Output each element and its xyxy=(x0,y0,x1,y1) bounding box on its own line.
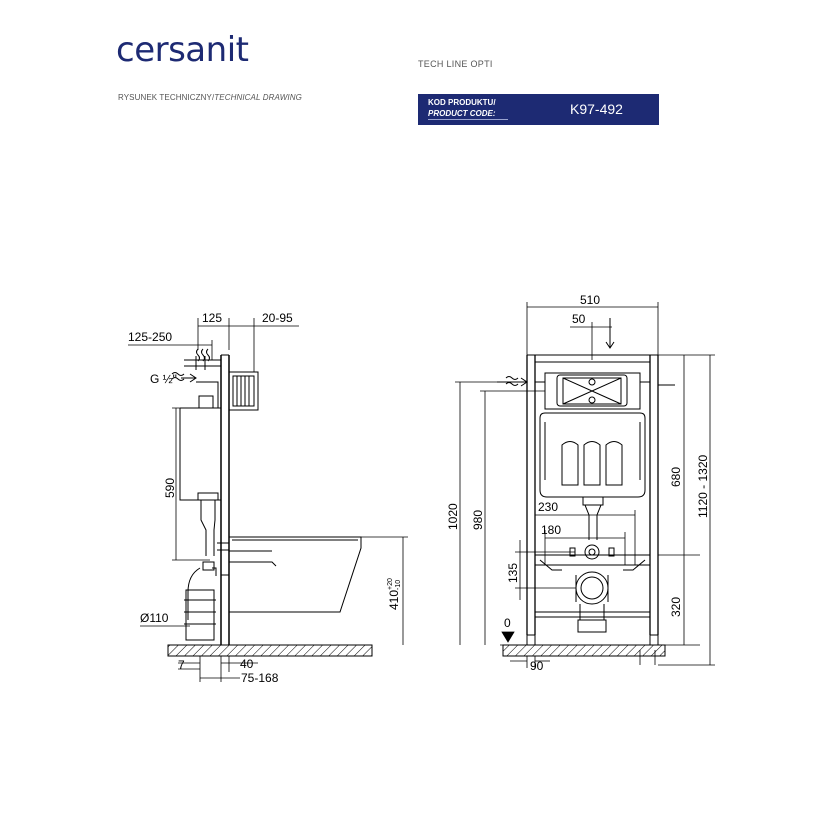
front-floor xyxy=(503,645,665,656)
cersanit-logo: cersanit xyxy=(116,30,249,70)
subtitle-en: TECHNICAL DRAWING xyxy=(214,93,302,102)
side-thread-label: G ½" xyxy=(150,372,177,386)
side-dim-40: 40 xyxy=(240,657,254,671)
side-dim-75-168: 75-168 xyxy=(241,671,279,685)
front-dim-50: 50 xyxy=(572,312,586,326)
side-dim-125-250: 125-250 xyxy=(128,330,173,344)
front-dim-180: 180 xyxy=(541,523,562,537)
side-dim-20-95: 20-95 xyxy=(262,311,293,325)
product-code-value: K97-492 xyxy=(570,101,623,117)
front-dim-680: 680 xyxy=(669,466,683,487)
front-dim-980: 980 xyxy=(471,509,485,530)
front-dim-0: 0 xyxy=(504,616,511,630)
side-dim-410-tol-up: +20 xyxy=(387,578,394,590)
front-dim-1120-1320: 1120 - 1320 xyxy=(696,454,710,518)
product-code-label-pl: KOD PRODUKTU/ xyxy=(428,98,496,107)
side-dim-410-group xyxy=(387,578,402,610)
side-dim-110: Ø110 xyxy=(140,611,169,625)
side-dim-410-tol-dn: -10 xyxy=(395,579,402,590)
product-code-label-en: PRODUCT CODE: xyxy=(428,109,496,118)
front-dim-230: 230 xyxy=(538,500,559,514)
subtitle-pl: RYSUNEK TECHNICZNY/ xyxy=(118,93,215,102)
front-dim-320: 320 xyxy=(669,596,683,617)
front-dim-135: 135 xyxy=(506,562,520,583)
side-dim-590: 590 xyxy=(163,477,177,498)
front-dim-90: 90 xyxy=(530,659,544,673)
side-floor xyxy=(168,645,372,656)
side-dim-125: 125 xyxy=(202,311,223,325)
front-dim-510: 510 xyxy=(580,293,601,307)
series-name: TECH LINE OPTI xyxy=(418,59,493,69)
side-dim-7: 7 xyxy=(178,658,185,672)
front-dim-1020: 1020 xyxy=(446,503,460,530)
side-dim-410: 410 xyxy=(387,589,401,610)
